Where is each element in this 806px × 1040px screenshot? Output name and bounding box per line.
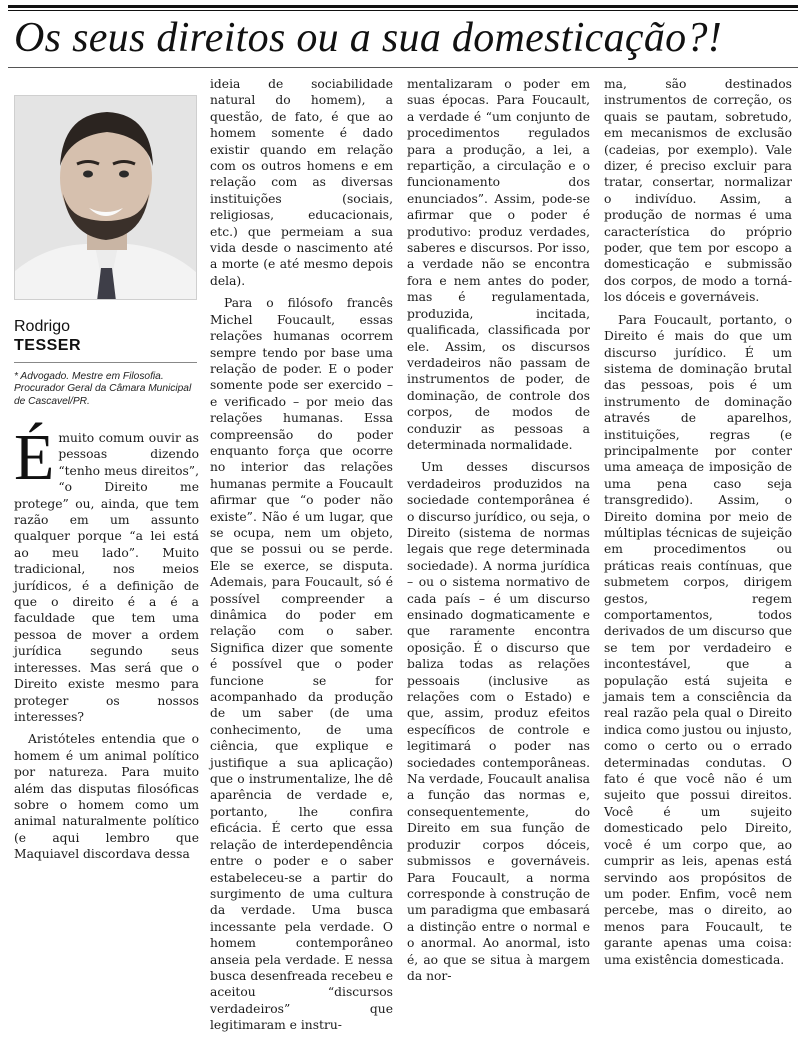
top-rule [8, 5, 798, 8]
column-3 [407, 76, 590, 990]
paragraph: ideia de sociabilidade natural do homem), a questão, de fato, é que ao homem somente é dado existir quando em relação com os outros homens e em relação com as diversas instituições (sociais, religiosas, educacionais, etc.) que permeiam a sua vida desde o nascimento até a morte (e até mesmo depois dela). [210, 77, 393, 288]
paragraph: mentalizaram o poder em suas épocas. Para Foucault, a verdade é “um conjunto de procedimentos regulados para a produção, a lei, a repartição, a circulação e o funcionamento dos enunciados”. Assim, pode-se afirmar que o poder é produtivo: produz verdades, saberes e discursos. Por isso, a verdade não se encontra fora e nem antes do poder, mas é regulamentada, produzida, incitada, qualificada, classificada por ele. Assim, os discursos verdadeiros não passam de instrumentos de poder, de dominação, de controle dos corpos, de modos de conduzir as pessoas a determinada normalidade. [407, 77, 590, 452]
column-4 [604, 76, 792, 974]
title-rule [8, 67, 798, 68]
column-1 [14, 421, 199, 869]
author-photo [14, 95, 197, 300]
article-title: Os seus direitos ou a sua domesticação?! [14, 15, 723, 61]
author-first-name: Rodrigo [14, 318, 71, 335]
paragraph: Para o filósofo francês Michel Foucault, essas relações humanas ocorrem sempre tendo por base uma relação de poder. E o poder somente pode ser exercido – e verificado – por meio das relações humanas. Essa compreensão do poder enquanto força que ocorre no interior das relações humanas permite a Foucault afirmar que “o poder não existe”. Não é um lugar, que se ocupa, nem um objeto, que se possui ou se perde. Ele se exerce, se disputa. Ademais, para Foucault, só é possível compreender a dinâmica do poder em relação com o saber. Significa dizer que somente é possível que o poder funcione se for acompanhado da produção de um saber (de uma conhecimento, de uma ciência, que explique e justifique a sua aplicação) que o instrumentalize, lhe dê aparência de verdade e, portanto, lhe confira eficácia. É certo que essa relação de interdependência entre o poder e o saber estabeleceu-se a partir do surgimento de uma cultura da verdade. Uma busca incessante pela verdade. O homem contemporâneo anseia pela verdade. E nessa busca desenfreada recebeu e aceitou “discursos verdadeiros” que legitimaram e instru- [210, 296, 393, 1033]
author-bio: * Advogado. Mestre em Filosofia. Procurador Geral da Câmara Municipal de Cascavel/PR. [14, 371, 192, 407]
paragraph: Aristóteles entendia que o homem é um animal político por natureza. Para muito além das disputas filosóficas sobre o homem como um animal naturalmente político (e aqui lembro que Maquiavel discordava dessa [14, 732, 199, 862]
paragraph: Um desses discursos verdadeiros produzidos na sociedade contemporânea é o discurso jurídico, ou seja, o Direito (sistema de normas legais que rege determinada sociedade). A norma jurídica – ou o sistema normativo de cada país – é um discurso ensinado dogmaticamente e que raramente encontra oposição. É o discurso que baliza todas as relações pessoais (inclusive as relações com o Estado) e que, assim, produz efeitos específicos de controle e legitimará o poder nas sociedades contemporâneas. Na verdade, Foucault analisa a função das normas e, consequentemente, do Direito em sua função de produzir corpos dóceis, submissos e governáveis. Para Foucault, a norma corresponde à construção de um paradigma que embasará a distinção entre o normal e o anormal. Ao anormal, isto é, ao que se situa à margem da nor- [407, 460, 590, 983]
paragraph-text: muito comum ouvir as pessoas dizendo “tenho meus direitos”, “o Direito me protege” ou, ainda, que tem razão em um assunto qualquer porque “a lei está ao meu lado”. Muito tradicional, nos meios jurídicos, é a definição de que o direito é a é a faculdade que tem uma pessoa de mover a ordem jurídica segundo seus interesses. Mas será que o Direito existe mesmo para proteger os nossos interesses? [14, 431, 199, 724]
author-portrait-icon [15, 96, 197, 300]
paragraph [14, 421, 199, 725]
top-rule-thin [8, 10, 798, 11]
byline-rule [14, 362, 197, 363]
drop-cap: É [14, 421, 55, 494]
paragraph: Para Foucault, portanto, o Direito é mais do que um discurso jurídico. É um sistema de dominação brutal das pessoas, pois é um instrumento de dominação através de aparelhos, instituições, regras (e principalmente por conter uma ameaça de imposição de uma pena caso seja transgredido). Assim, o Direito domina por meio de múltiplas técnicas de sujeição em procedimentos ou práticas reais contínuas, que submetem corpos, dirigem gestos, regem comportamentos, todos derivados de um discurso que se tem por verdadeiro e incontestável, que a população está sujeita e jamais tem a consciência da real razão pela qual o Direito indica como justou ou injusto, como o certo ou o errado determinadas condutas. O fato é que você não é um sujeito que possui direitos. Você é um sujeito domesticado pelo Direito, você é um corpo que, ao cumprir as leis, apenas está servindo aos propósitos de um poder. Enfim, você nem percebe, mas o direito, ao menos para Foucault, te garante apenas uma coisa: uma existência domesticada. [604, 312, 792, 967]
author-last-name: TESSER [14, 337, 82, 354]
column-2 [210, 76, 393, 1040]
paragraph: ma, são destinados instrumentos de correção, os quais se pautam, sobretudo, em mecanismos de exclusão (cadeias, por exemplo). Vale dizer, é preciso excluir para tratar, consertar, normalizar o indivíduo. Assim, a produção de normas é uma característica do próprio poder, que tem por escopo a domesticação e submissão dos corpos, de modo a torná-los dóceis e governáveis. [604, 77, 792, 305]
